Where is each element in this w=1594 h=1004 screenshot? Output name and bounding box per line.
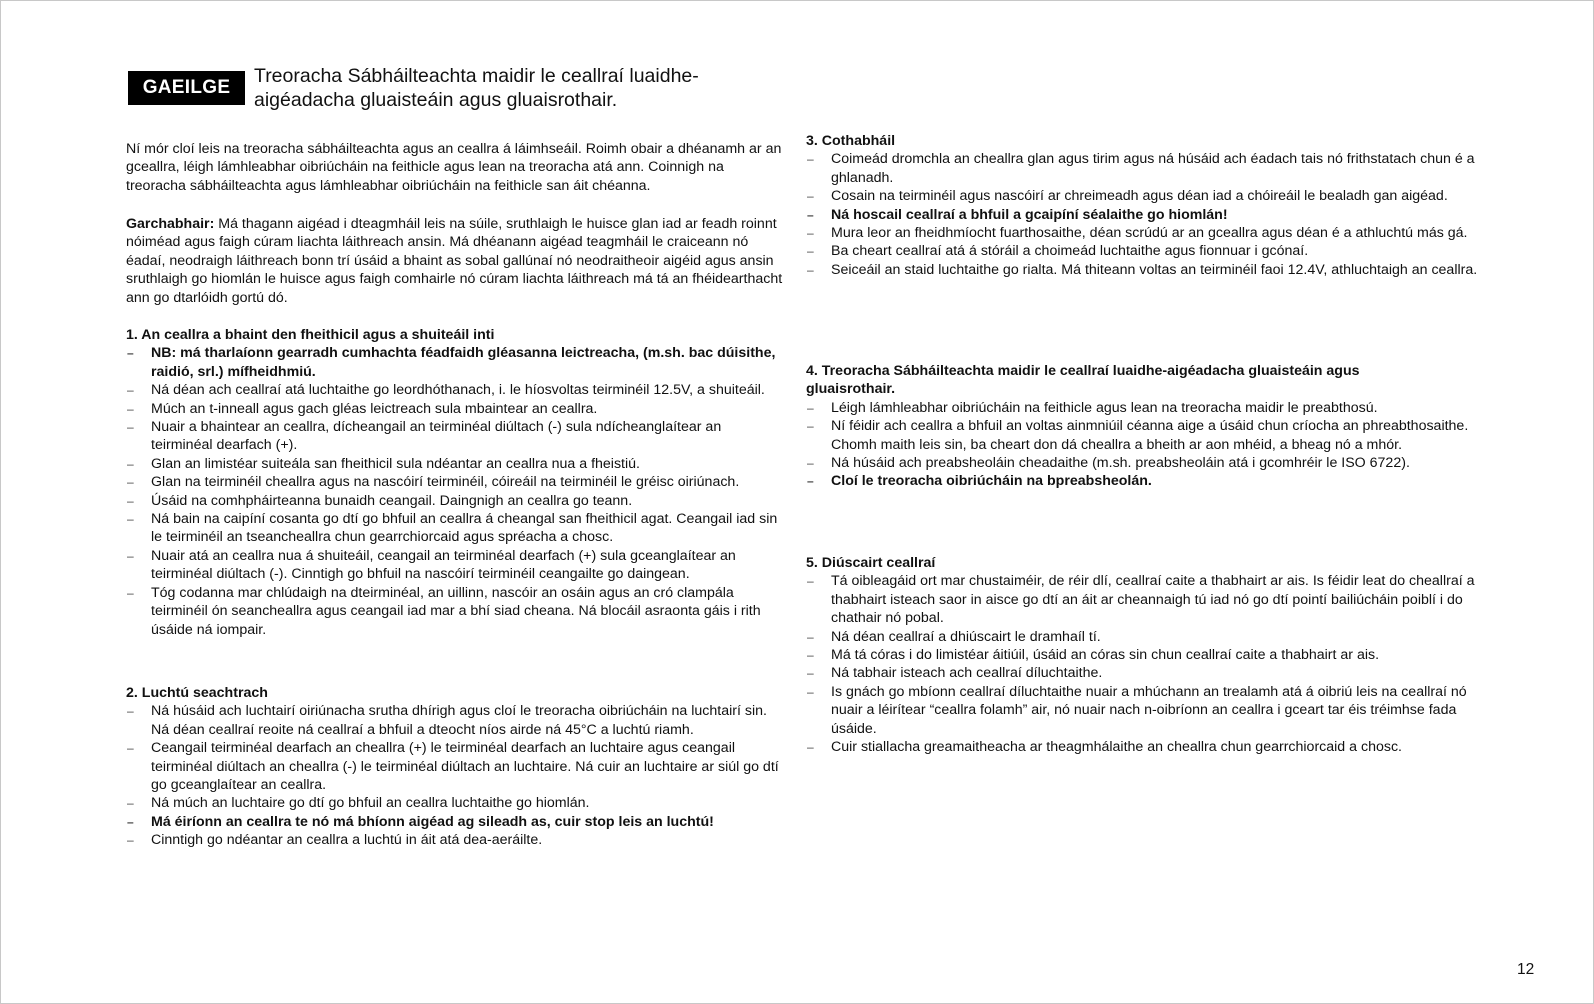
list-item	[806, 206, 1486, 224]
bullet-dash: –	[127, 512, 134, 527]
list-item-text: Tá oibleagáid ort mar chustaiméir, de réir dlí, ceallraí caite a thabhairt ar ais. Is féidir leat do cheallraí a thabhairt isteach saor in aisce go dtí an áit ar cheannaigh tú iad nó go dtí pointí bailiúcháin poiblí i do chathair nó pobal.	[831, 573, 1475, 627]
list-item-text: Léigh lámhleabhar oibriúcháin na feithicle agus lean na treoracha maidir le preabthosú.	[831, 399, 1378, 416]
bullet-dash: –	[807, 207, 814, 222]
list-item-text: Má tá córas i do limistéar áitiúil, úsáid an córas sin chun ceallraí caite a thabhairt ar ais.	[831, 647, 1380, 664]
list-item	[126, 584, 786, 639]
list-item	[806, 187, 1486, 205]
list-item	[806, 683, 1486, 738]
list-item-text: Ná húsáid ach preabsheoláin cheadaithe (m.sh. preabsheoláin atá i gcomhréir le ISO 6722).	[831, 455, 1410, 472]
bullet-dash: –	[127, 585, 134, 600]
list-item-text: Cinntigh go ndéantar an ceallra a luchtú in áit atá dea-aeráilte.	[151, 832, 543, 849]
list-item	[126, 344, 786, 381]
list-item	[126, 794, 786, 812]
bullet-dash: –	[127, 401, 134, 416]
bullet-dash: –	[127, 833, 134, 848]
bullet-dash: –	[807, 152, 814, 167]
warning-paragraph	[126, 215, 786, 307]
section-2-list	[126, 702, 786, 849]
list-item	[806, 664, 1486, 682]
list-item	[126, 813, 786, 831]
bullet-dash: –	[807, 684, 814, 699]
list-item-text: Seiceáil an staid luchtaithe go rialta. Má thiteann voltas an teirminéil faoi 12.4V, athluchtaigh an ceallra.	[831, 261, 1478, 278]
list-item-text: NB: má tharlaíonn gearradh cumhachta féadfaidh gléasanna leictreacha, (m.sh. bac dúisithe, raidió, srl.) mífheidhmiú.	[151, 345, 776, 380]
header	[128, 64, 724, 112]
list-item-text: Cuir stiallacha greamaitheacha ar theagmhálaithe an cheallra chun gearrchiorcaid a chosc.	[831, 739, 1402, 756]
list-item	[806, 454, 1486, 472]
list-item	[806, 242, 1486, 260]
section-1-list	[126, 344, 786, 639]
bullet-dash: –	[127, 548, 134, 563]
list-item-text: Tóg codanna mar chlúdaigh na dteirminéal, an uillinn, nascóir an osáin agus an cró clampála teirminéil ón seancheallra agus ceangail iad mar a bhí siad cheana. Ná blocáil asraonta gáis i rith úsáide ná iompair.	[151, 584, 761, 638]
bullet-dash: –	[807, 474, 814, 489]
list-item-text: Cosain na teirminéil agus nascóirí ar chreimeadh agus déan iad a chóireáil le bealadh gan aigéad.	[831, 188, 1448, 205]
page-number: 12	[1517, 961, 1535, 978]
list-item-text: Úsáid na comhpháirteanna bunaidh ceangail. Daingnigh an ceallra go teann.	[151, 492, 633, 509]
list-item-text: Glan an limistéar suiteála san fheithicil sula ndéantar an ceallra nua a fheistiú.	[151, 455, 640, 472]
list-item-text: Ná bain na caipíní cosanta go dtí go bhfuil an ceallra á cheangal san fheithicil agat. Ceangail iad sin le teirminéil an tseancheallra chun gearrchiorcaid agus spréacha a chosc.	[151, 511, 778, 546]
section-3	[806, 132, 1486, 279]
bullet-dash: –	[127, 704, 134, 719]
bullet-dash: –	[807, 244, 814, 259]
list-item	[806, 224, 1486, 242]
section-5	[806, 554, 1486, 756]
list-item	[126, 418, 786, 455]
document-title: Treoracha Sábháilteachta maidir le ceallraí luaidhe-aigéadacha gluaisteáin agus gluaisrothair.	[254, 65, 699, 111]
bullet-dash: –	[807, 629, 814, 644]
bullet-dash: –	[807, 574, 814, 589]
bullet-dash: –	[807, 226, 814, 241]
warning-label: Garchabhair:	[126, 216, 215, 232]
section-heading: 4. Treoracha Sábháilteachta maidir le ceallraí luaidhe-aigéadacha gluaisteáin agus gluaisrothair.	[806, 363, 1360, 398]
list-item-text: Ná déan ceallraí a dhiúscairt le dramhaíl tí.	[831, 628, 1101, 645]
list-item-text: Glan na teirminéil cheallra agus na nascóirí teirminéil, cóireáil na teirminéil le gréisc oiriúnach.	[151, 474, 740, 491]
list-item-text: Mura leor an fheidhmíocht fuarthosaithe, déan scrúdú ar an gceallra agus déan é a athluchtú más gá.	[831, 225, 1468, 242]
list-item	[806, 417, 1486, 454]
bullet-dash: –	[807, 666, 814, 681]
bullet-dash: –	[807, 189, 814, 204]
bullet-dash: –	[127, 796, 134, 811]
bullet-dash: –	[127, 420, 134, 435]
list-item	[126, 739, 786, 794]
section-4-list	[806, 399, 1486, 491]
section-1	[126, 326, 786, 639]
bullet-dash: –	[807, 419, 814, 434]
list-item	[126, 473, 786, 491]
list-item-text: Ná tabhair isteach ach ceallraí díluchtaithe.	[831, 665, 1103, 682]
list-item-text: Ní féidir ach ceallra a bhfuil an voltas ainmniúil céanna aige a úsáid chun críocha an phreabthosaithe. Chomh maith leis sin, ba cheart don dá cheallra a bheith ar aon mhéid, a bheag nó a mhór.	[831, 418, 1469, 453]
list-item	[806, 572, 1486, 627]
list-item-text: Cloí le treoracha oibriúcháin na bpreabsheolán.	[831, 473, 1152, 490]
list-item-text: Coimeád dromchla an cheallra glan agus tirim agus ná húsáid ach éadach tais nó frithstatach chun é a ghlanadh.	[831, 151, 1475, 186]
list-item-text: Ná déan ach ceallraí atá luchtaithe go leordhóthanach, i. le híosvoltas teirminéil 12.5V, a shuiteáil.	[151, 382, 765, 399]
list-item	[126, 400, 786, 418]
list-item	[126, 381, 786, 399]
list-item-text: Is gnách go mbíonn ceallraí díluchtaithe nuair a mhúchann an trealamh atá á oibriú leis na ceallraí nó nuair a léirítear “ceallra folamh” air, nó nuair nach n-oibríonn an ceallra i gceart tar éis tréimhse fada úsáide.	[831, 683, 1467, 737]
list-item	[806, 399, 1486, 417]
list-item	[806, 646, 1486, 664]
list-item	[806, 261, 1486, 279]
section-heading: 2. Luchtú seachtrach	[126, 685, 268, 701]
list-item	[126, 510, 786, 547]
intro-paragraph: Ní mór cloí leis na treoracha sábháilteachta agus an ceallra á láimhseáil. Roimh obair a dhéanamh ar an gceallra, léigh lámhleabhar oibriúcháin na feithicle agus lean na treoracha atá ann. Coinnigh na treoracha sábháilteachta agus lámhleabhar oibriúcháin na feithicle san áit chéanna.	[126, 141, 782, 194]
list-item-text: Má éiríonn an ceallra te nó má bhíonn aigéad ag sileadh as, cuir stop leis an luchtú!	[151, 813, 714, 830]
section-2	[126, 684, 786, 850]
section-heading: 1. An ceallra a bhaint den fheithicil agus a shuiteáil inti	[126, 327, 495, 343]
bullet-dash: –	[127, 456, 134, 471]
list-item-text: Nuair atá an ceallra nua á shuiteáil, ceangail an teirminéal dearfach (+) sula gceanglaítear an teirminéal diúltach (-). Cinntigh go bhfuil na nascóirí teirminéil ceangailte go daingean.	[151, 547, 736, 583]
list-item-text: Ná hoscail ceallraí a bhfuil a gcaipíní séalaithe go hiomlán!	[831, 206, 1228, 223]
section-4	[806, 362, 1486, 491]
bullet-dash: –	[127, 814, 134, 829]
section-heading: 3. Cothabháil	[806, 133, 896, 149]
bullet-dash: –	[807, 648, 814, 663]
list-item	[806, 628, 1486, 646]
language-badge: GAEILGE	[128, 71, 245, 105]
section-3-list	[806, 150, 1486, 279]
list-item-text: Ba cheart ceallraí atá á stóráil a choimeád luchtaithe agus fionnuar i gcónaí.	[831, 243, 1309, 260]
bullet-dash: –	[127, 383, 134, 398]
bullet-dash: –	[127, 475, 134, 490]
list-item	[806, 472, 1486, 490]
bullet-dash: –	[127, 493, 134, 508]
list-item-text: Múch an t-inneall agus gach gléas leictreach sula mbaintear an ceallra.	[151, 400, 598, 417]
list-item-text: Ná múch an luchtaire go dtí go bhfuil an ceallra luchtaithe go hiomlán.	[151, 795, 590, 812]
list-item-text: Nuair a bhaintear an ceallra, dícheangail an teirminéal diúltach (-) sula ndícheanglaítear an teirminéal dearfach (+).	[151, 419, 722, 454]
section-heading: 5. Diúscairt ceallraí	[806, 555, 936, 571]
list-item-text: Ceangail teirminéal dearfach an cheallra (+) le teirminéal dearfach an luchtaire agus ceangail teirminéal diúltach an cheallra (-) le teirminéal diúltach an luchtaire. Ná cuir an luchtaire ar siúl go dtí go gceanglaítear an ceallra.	[151, 740, 779, 794]
list-item-text: Ná húsáid ach luchtairí oiriúnacha srutha dhírigh agus cloí le treoracha oibriúcháin na luchtairí sin. Ná déan ceallraí reoite ná ceallraí a bhfuil a dteocht níos airde ná 45°C a luchtú riamh.	[151, 703, 767, 738]
list-item	[806, 738, 1486, 756]
bullet-dash: –	[807, 740, 814, 755]
section-5-list	[806, 572, 1486, 756]
list-item	[126, 702, 786, 739]
list-item	[806, 150, 1486, 187]
bullet-dash: –	[127, 741, 134, 756]
list-item	[126, 455, 786, 473]
warning-text: Má thagann aigéad i dteagmháil leis na súile, sruthlaigh le huisce glan iad ar feadh roinnt nóiméad agus faigh cúram liachta láithreach ansin. Má dhéanann aigéad teagmháil le craiceann nó éadaí, neodraigh láithreach bonn trí úsáid a bhaint as sobal gallúnaí nó neodraitheoir aigéid agus ansin sruthlaigh go hiomlán le huisce agus faigh comhairle nó cúram liachta láithreach má tá an fhéidearthacht ann go dtarlóidh gortú dó.	[126, 216, 783, 306]
list-item	[126, 547, 786, 584]
bullet-dash: –	[127, 346, 134, 361]
bullet-dash: –	[807, 262, 814, 277]
list-item	[126, 831, 786, 849]
bullet-dash: –	[807, 456, 814, 471]
bullet-dash: –	[807, 400, 814, 415]
list-item	[126, 492, 786, 510]
